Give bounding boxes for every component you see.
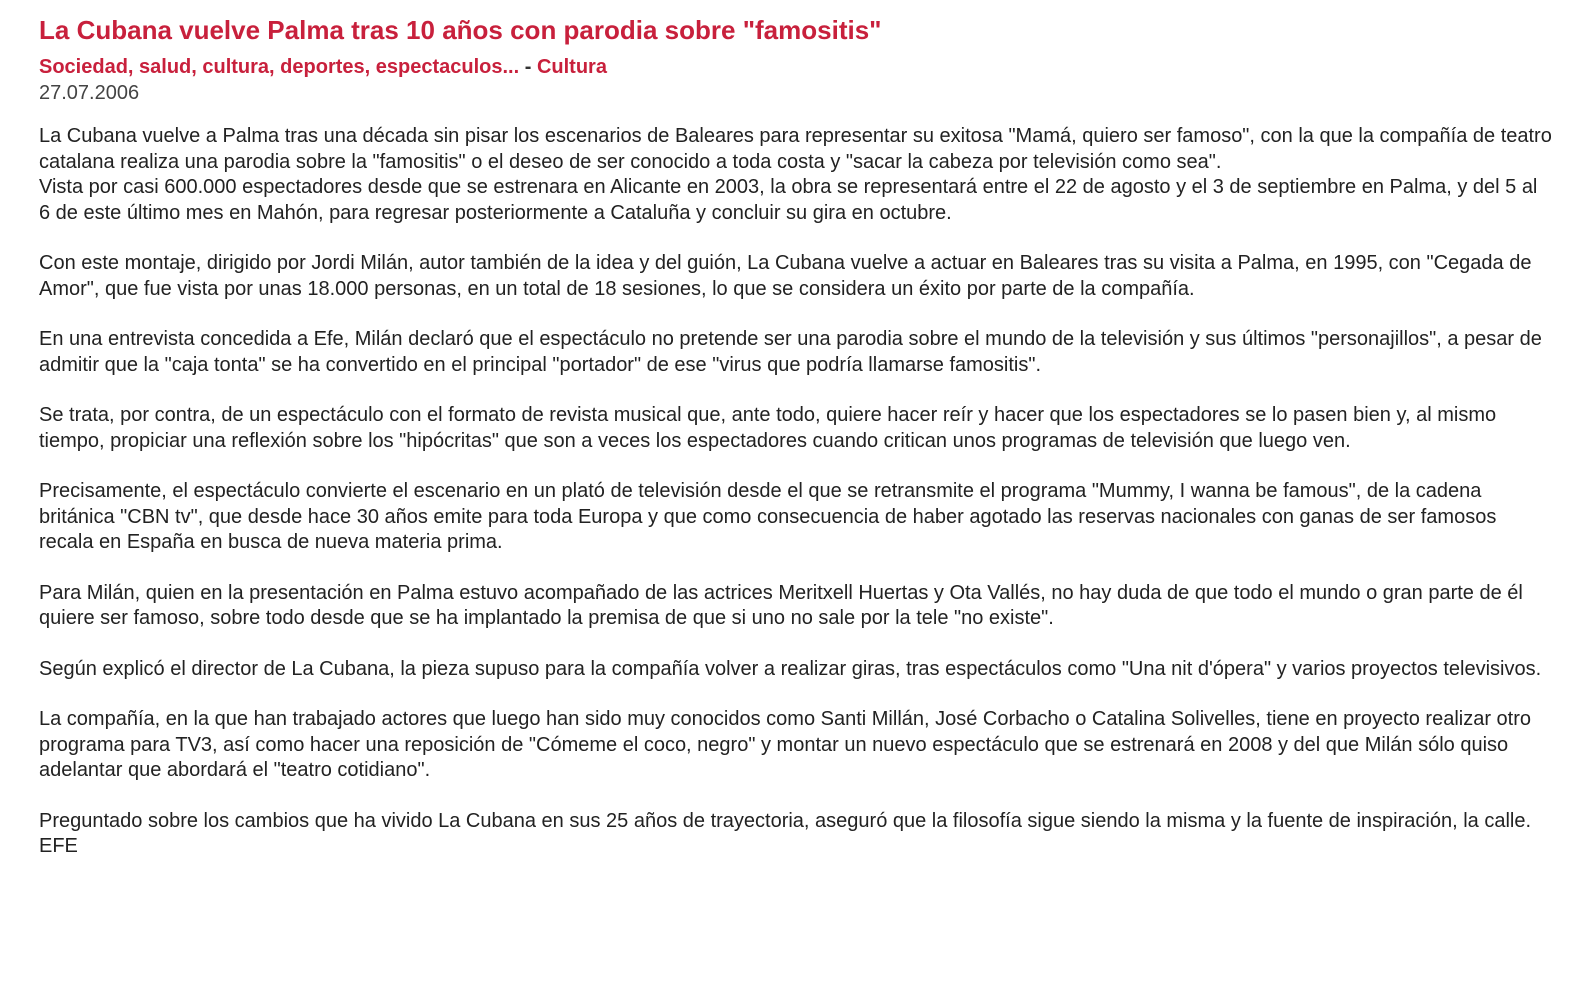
paragraph: Precisamente, el espectáculo convierte el escenario en un plató de televisión desde el que se retransmite el programa "Mummy, I wanna be famous", de la cadena británica "CBN tv", que desde hace 30 años emite para toda Europa y que como consecuencia de haber agotado las reservas nacionales con ganas de ser famosos recala en España en busca de nueva materia prima.: [39, 480, 1497, 553]
paragraph: La Cubana vuelve a Palma tras una década sin pisar los escenarios de Baleares para representar su exitosa "Mamá, quiero ser famoso", con la que la compañía de teatro catalana realiza una parodia sobre la "famositis" o el deseo de ser conocido a toda costa y "sacar la cabeza por televisión como sea".: [39, 125, 1552, 173]
article-date: 27.07.2006: [39, 82, 140, 104]
paragraph: En una entrevista concedida a Efe, Milán declaró que el espectáculo no pretende ser una parodia sobre el mundo de la televisión y sus últimos "personajillos", a pesar de admitir que la "caja tonta" se ha convertido en el principal "portador" de ese "virus que podría llamarse famositis".: [39, 328, 1542, 376]
paragraph: Para Milán, quien en la presentación en Palma estuvo acompañado de las actrices Meritxell Huertas y Ota Vallés, no hay duda de que todo el mundo o gran parte de él quiere ser famoso, sobre todo desde que se ha implantado la premisa de que si uno no sale por la tele "no existe".: [39, 581, 1523, 629]
paragraph: Preguntado sobre los cambios que ha vivido La Cubana en sus 25 años de trayectoria, aseguró que la filosofía sigue siendo la misma y la fuente de inspiración, la calle. EFE: [39, 809, 1532, 857]
paragraph: La compañía, en la que han trabajado actores que luego han sido muy conocidos como Santi Millán, José Corbacho o Catalina Solivelles, tiene en proyecto realizar otro programa para TV3, así como hacer una reposición de "Cómeme el coco, negro" y montar un nuevo espectáculo que se estrenará en 2008 y del que Milán sólo quiso adelantar que abordará el "teatro cotidiano".: [39, 708, 1532, 781]
section-name: Sociedad, salud, cultura, deportes, espectaculos...: [39, 56, 520, 78]
news-article: [39, 14, 1554, 885]
article-title: La Cubana vuelve Palma tras 10 años con parodia sobre "famositis": [39, 15, 882, 45]
section-breadcrumb: [39, 54, 1554, 80]
article-body: [39, 124, 1554, 860]
paragraph: Con este montaje, dirigido por Jordi Milán, autor también de la idea y del guión, La Cubana vuelve a actuar en Baleares tras su visita a Palma, en 1995, con "Cegada de Amor", que fue vista por unas 18.000 personas, en un total de 18 sesiones, lo que se considera un éxito por parte de la compañía.: [39, 252, 1532, 300]
paragraph: Se trata, por contra, de un espectáculo con el formato de revista musical que, ante todo, quiere hacer reír y hacer que los espectadores se lo pasen bien y, al mismo tiempo, propiciar una reflexión sobre los "hipócritas" que son a veces los espectadores cuando critican unos programas de televisión que luego ven.: [39, 404, 1497, 452]
subsection-name: Cultura: [536, 56, 607, 78]
paragraph: Según explicó el director de La Cubana, la pieza supuso para la compañía volver a realizar giras, tras espectáculos como "Una nit d'ópera" y varios proyectos televisivos.: [39, 657, 1542, 680]
breadcrumb-separator: -: [519, 56, 537, 78]
paragraph: Vista por casi 600.000 espectadores desde que se estrenara en Alicante en 2003, la obra se representará entre el 22 de agosto y el 3 de septiembre en Palma, y del 5 al 6 de este último mes en Mahón, para regresar posteriormente a Cataluña y concluir su gira en octubre.: [39, 176, 1538, 224]
